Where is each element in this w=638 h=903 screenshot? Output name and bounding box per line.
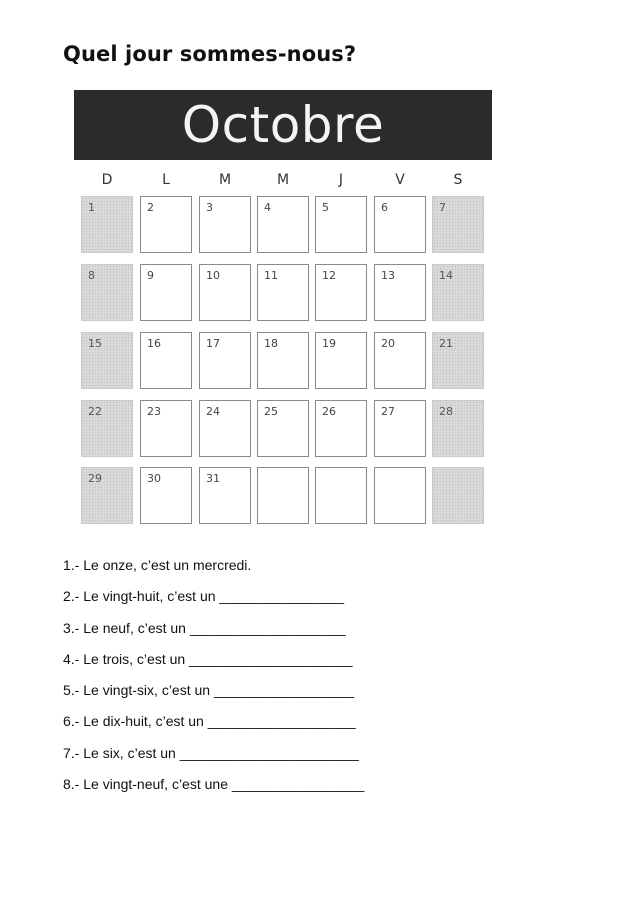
weekday-label: V: [395, 172, 405, 188]
day-number: 20: [381, 337, 395, 350]
weekday-label: M: [218, 172, 232, 188]
weekday-label: J: [338, 172, 344, 188]
day-number: 18: [264, 337, 278, 350]
day-cell: [81, 467, 133, 524]
day-cell: [257, 332, 309, 389]
day-cell: [432, 467, 484, 524]
month-header: Octobre: [74, 90, 492, 160]
day-cell: [374, 196, 426, 253]
day-cell: [315, 332, 367, 389]
question-item: 8.- Le vingt-neuf, c’est une _________________: [63, 776, 365, 793]
day-cell: [374, 400, 426, 457]
day-cell: [81, 400, 133, 457]
day-cell: [374, 467, 426, 524]
day-number: 13: [381, 269, 395, 282]
day-cell: [374, 264, 426, 321]
day-cell: [140, 400, 192, 457]
day-number: 19: [322, 337, 336, 350]
calendar-grid: [74, 90, 492, 538]
day-cell: [140, 264, 192, 321]
question-item: 3.- Le neuf, c’est un ____________________: [63, 619, 346, 636]
day-number: 10: [206, 269, 220, 282]
day-number: 3: [206, 201, 213, 214]
day-number: 6: [381, 201, 388, 214]
question-item: 6.- Le dix-huit, c’est un ___________________: [63, 713, 356, 730]
day-number: 17: [206, 337, 220, 350]
day-number: 8: [88, 269, 95, 282]
day-cell: [257, 400, 309, 457]
day-number: 12: [322, 269, 336, 282]
day-cell: [140, 467, 192, 524]
day-cell: [81, 332, 133, 389]
day-cell: [432, 332, 484, 389]
day-number: 23: [147, 405, 161, 418]
day-cell: [199, 400, 251, 457]
day-cell: [199, 196, 251, 253]
day-cell: [140, 196, 192, 253]
day-number: 28: [439, 405, 453, 418]
day-number: 31: [206, 472, 220, 485]
question-list: [63, 556, 583, 806]
weekday-label: S: [453, 172, 463, 188]
day-number: 2: [147, 201, 154, 214]
day-number: 15: [88, 337, 102, 350]
weekday-label: D: [101, 172, 113, 188]
calendar: [74, 90, 492, 538]
day-number: 16: [147, 337, 161, 350]
day-cell: [432, 196, 484, 253]
day-cell: [199, 264, 251, 321]
day-number: 30: [147, 472, 161, 485]
day-number: 4: [264, 201, 271, 214]
question-item: 2.- Le vingt-huit, c’est un ________________: [63, 588, 344, 605]
day-number: 1: [88, 201, 95, 214]
day-number: 22: [88, 405, 102, 418]
day-number: 14: [439, 269, 453, 282]
day-cell: [257, 264, 309, 321]
day-number: 9: [147, 269, 154, 282]
question-item: 7.- Le six, c’est un _______________________: [63, 744, 359, 761]
day-number: 11: [264, 269, 278, 282]
day-cell: [140, 332, 192, 389]
question-item: 5.- Le vingt-six, c’est un __________________: [63, 682, 355, 699]
day-cell: [257, 467, 309, 524]
day-cell: [315, 467, 367, 524]
day-cell: [257, 196, 309, 253]
day-number: 27: [381, 405, 395, 418]
day-cell: [432, 400, 484, 457]
day-cell: [81, 264, 133, 321]
question-item: 4.- Le trois, c’est un _____________________: [63, 650, 353, 667]
page-title: Quel jour sommes-nous?: [63, 42, 357, 66]
day-cell: [432, 264, 484, 321]
day-cell: [315, 264, 367, 321]
day-cell: [81, 196, 133, 253]
day-cell: [374, 332, 426, 389]
question-item: 1.- Le onze, c’est un mercredi.: [63, 557, 252, 573]
day-cell: [199, 467, 251, 524]
day-number: 5: [322, 201, 329, 214]
day-cell: [315, 400, 367, 457]
day-number: 24: [206, 405, 220, 418]
day-number: 26: [322, 405, 336, 418]
day-cell: [199, 332, 251, 389]
day-number: 21: [439, 337, 453, 350]
weekday-label: M: [276, 172, 290, 188]
day-cell: [315, 196, 367, 253]
day-number: 25: [264, 405, 278, 418]
day-number: 29: [88, 472, 102, 485]
weekday-label: L: [162, 172, 170, 188]
day-number: 7: [439, 201, 446, 214]
